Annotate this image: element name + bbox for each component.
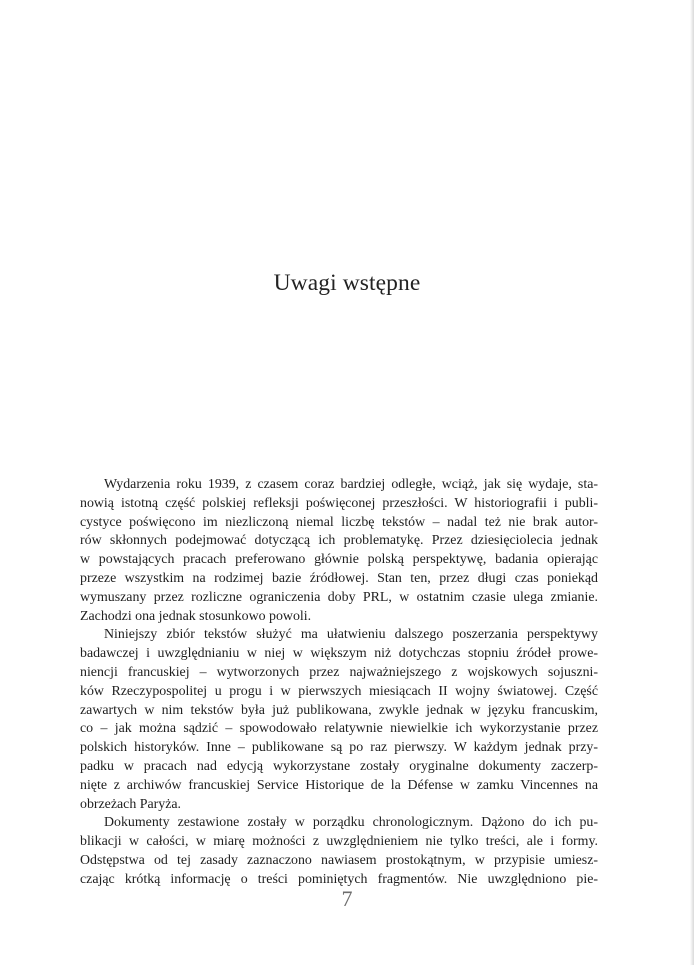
text-line: Odstępstwa od tej zasady zaznaczono nawiasem prostokątnym, w przypisie umiesz-	[80, 852, 598, 868]
text-line: ków Rzeczypospolitej u progu i w pierwszych miesiącach II wojny światowej. Część	[80, 683, 598, 699]
page-number: 7	[341, 886, 353, 911]
page-edge-shadow	[690, 0, 694, 965]
text-line: Niniejszy zbiór tekstów służyć ma ułatwieniu dalszego poszerzania perspektywy	[104, 627, 598, 643]
text-line: cystyce poświęcono im niezliczoną niemal liczbę tekstów – nadal też nie brak autor-	[80, 514, 598, 530]
text-line: Wydarzenia roku 1939, z czasem coraz bardziej odległe, wciąż, jak się wydaje, sta-	[104, 477, 598, 492]
text-line: padku w pracach nad edycją wykorzystane zostały oryginalne dokumenty zaczerp-	[80, 758, 598, 774]
text-line: wymuszany przez rozliczne ograniczenia doby PRL, w ostatnim czasie ulega zmianie.	[80, 589, 598, 605]
text-line: niencji francuskiej – wytworzonych przez najważniejszego z wojskowych sojuszni-	[80, 664, 598, 680]
text-line: rów skłonnych podejmować dotyczącą ich problematykę. Przez dziesięciolecia jednak	[80, 533, 598, 549]
text-line: Zachodzi ona jednak stosunkowo powoli.	[80, 608, 312, 624]
text-line: co – jak można sądzić – spowodowało relatywnie niewielkie ich wykorzystanie przez	[80, 721, 598, 737]
body-text	[80, 476, 598, 890]
text-line: Dokumenty zestawione zostały w porządku chronologicznym. Dążono do ich pu-	[104, 815, 598, 831]
text-line: blikacji w całości, w miarę możności z uwzględnieniem nie tylko treści, ale i formy.	[80, 834, 598, 850]
text-line: zawartych w nim tekstów była już publikowana, zwykle jednak w języku francuskim,	[80, 702, 598, 718]
chapter-title: Uwagi wstępne	[273, 270, 421, 296]
text-line: w powstających pracach preferowano głównie polską perspektywę, badania opierając	[80, 552, 598, 568]
text-line: obrzeżach Paryża.	[80, 796, 182, 812]
text-line: polskich historyków. Inne – publikowane są po raz pierwszy. W każdym jednak przy-	[80, 740, 598, 756]
text-line: przeze wszystkim na rodzimej bazie źródłowej. Stan ten, przez długi czas poniekąd	[80, 570, 598, 586]
text-line: czając krótką informację o treści pominiętych fragmentów. Nie uwzględniono pie-	[80, 871, 598, 887]
text-line: badawczej i uwzględnianiu w niej w większym niż dotychczas stopniu źródeł prowe-	[80, 646, 598, 662]
text-line: nięte z archiwów francuskiej Service Historique de la Défense w zamku Vincennes na	[80, 777, 598, 793]
text-line: nowią istotną część polskiej refleksji poświęconej przeszłości. W historiografii i publi-	[80, 495, 598, 511]
